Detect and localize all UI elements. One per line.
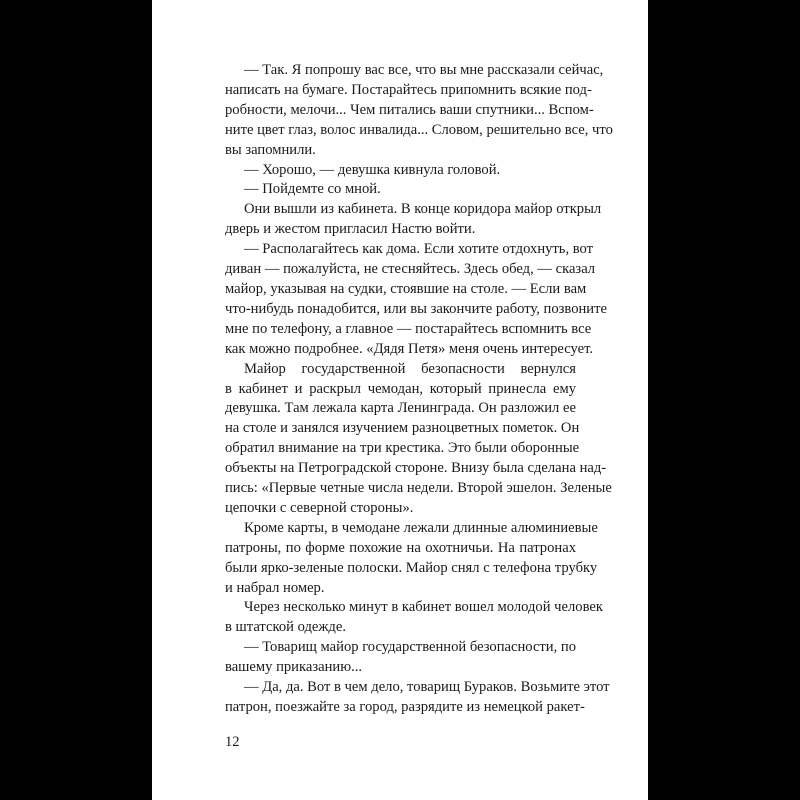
text-line: что-нибудь понадобится, или вы закончите работу, позвоните	[225, 300, 607, 317]
paragraph	[225, 161, 576, 181]
text-line: робности, мелочи... Чем питались ваши спутники... Вспом-	[225, 101, 594, 118]
text-line: вы запомнили.	[225, 141, 316, 158]
text-line: девушка. Там лежала карта Ленинграда. Он разложил ее	[225, 400, 576, 417]
text-line: были ярко-зеленые полоски. Майор снял с телефона трубку	[225, 559, 598, 576]
text-line: — Да, да. Вот в чем дело, товарищ Бураков. Возьмите этот	[244, 679, 610, 696]
page-number: 12	[225, 734, 240, 750]
text-line: Через несколько минут в кабинет вошел молодой человек	[244, 599, 603, 616]
text-line: диван — пожалуйста, не стесняйтесь. Здесь обед, — сказал	[225, 261, 596, 278]
text-line: как можно подробнее. «Дядя Петя» меня очень интересует.	[225, 340, 594, 357]
text-line: патрон, поезжайте за город, разрядите из немецкой ракет-	[225, 699, 585, 715]
text-line: обратил внимание на три крестика. Это были оборонные	[225, 440, 580, 457]
paragraph	[225, 180, 576, 200]
book-page	[152, 0, 648, 800]
text-line: пись: «Первые четные числа недели. Второй эшелон. Зеленые	[225, 480, 612, 497]
text-line: в кабинет и раскрыл чемодан, который принесла ему	[225, 380, 576, 397]
text-line: вашему приказанию...	[225, 659, 363, 676]
paragraph	[225, 519, 598, 599]
text-line: дверь и жестом пригласил Настю войти.	[225, 221, 476, 238]
text-line: написать на бумаге. Постарайтесь припомнить всякие под-	[225, 81, 592, 98]
text-line: цепочки с северной стороны».	[225, 499, 414, 516]
paragraph	[225, 678, 610, 718]
text-line: в штатской одежде.	[225, 619, 346, 636]
page-text	[225, 61, 613, 718]
text-line: майор, указывая на судки, стоявшие на столе. — Если вам	[225, 280, 587, 297]
text-line: — Товарищ майор государственной безопасности, по	[244, 639, 577, 656]
text-line: Кроме карты, в чемодане лежали длинные алюминиевые	[244, 519, 598, 536]
text-line: Майор государственной безопасности вернулся	[244, 360, 576, 377]
text-line: — Пойдемте со мной.	[244, 181, 381, 198]
text-line: объекты на Петроградской стороне. Внизу была сделана над-	[225, 460, 607, 477]
paragraph	[225, 360, 612, 519]
text-line: — Располагайтесь как дома. Если хотите отдохнуть, вот	[244, 241, 594, 258]
text-line: ните цвет глаз, волос инвалида... Словом, решительно все, что	[225, 121, 613, 138]
text-line: и набрал номер.	[225, 579, 325, 596]
paragraph	[225, 638, 576, 678]
paragraph	[225, 598, 603, 638]
text-line: патроны, по форме похожие на охотничьи. На патронах	[225, 539, 576, 556]
text-line: — Хорошо, — девушка кивнула головой.	[244, 161, 501, 178]
text-line: Они вышли из кабинета. В конце коридора майор открыл	[244, 201, 602, 218]
paragraph	[225, 200, 602, 240]
paragraph	[225, 61, 613, 161]
text-line: мне по телефону, а главное — постарайтесь вспомнить все	[225, 320, 592, 337]
text-line: на столе и занялся изучением разноцветных пометок. Он	[225, 420, 580, 437]
paragraph	[225, 240, 607, 359]
text-line: — Так. Я попрошу вас все, что вы мне рассказали сейчас,	[244, 62, 604, 78]
